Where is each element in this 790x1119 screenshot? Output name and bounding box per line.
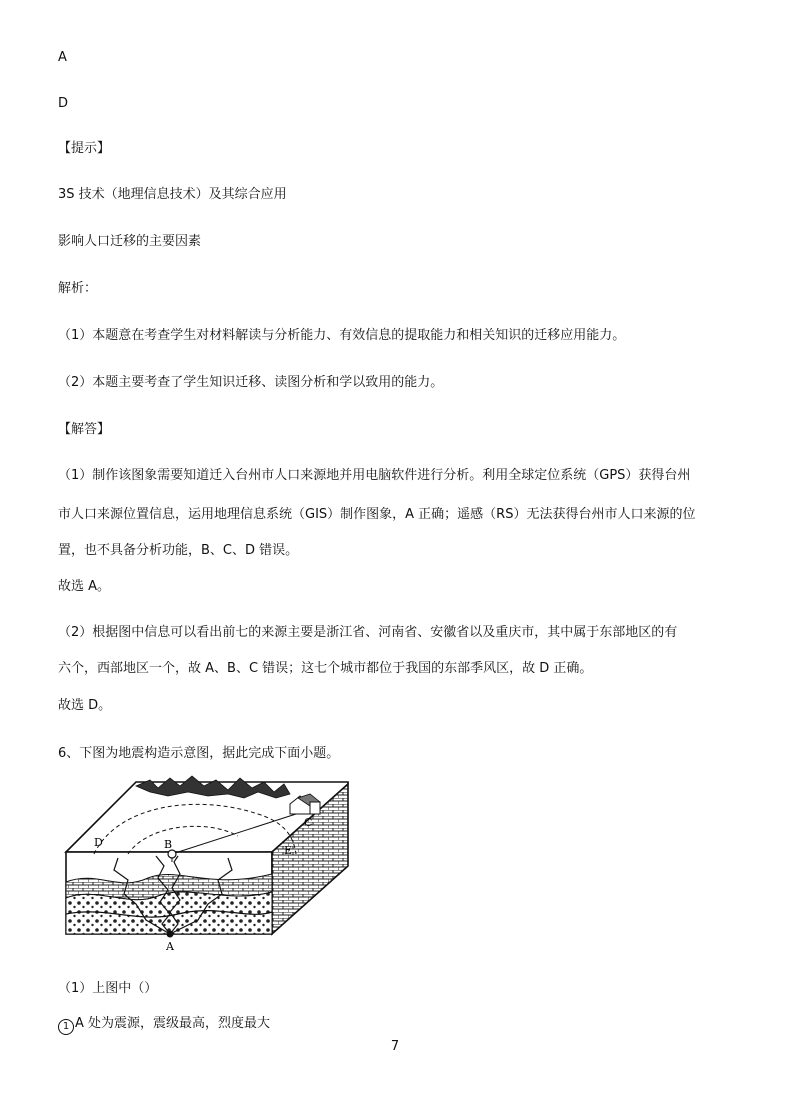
answer-q2: D	[58, 96, 69, 111]
label-b: B	[164, 838, 173, 851]
hint-heading: 【提示】	[58, 141, 111, 156]
label-a: A	[166, 940, 174, 952]
solution-text-line: 市人口来源位置信息，运用地理信息系统（GIS）制作图象，A 正确；遥感（RS）无法获得台州市人口来源的位	[58, 507, 696, 522]
label-d: D	[94, 836, 103, 849]
question-6-stem: 6、下图为地震构造示意图，据此完成下面小题。	[58, 746, 340, 761]
earthquake-structure-diagram	[58, 774, 358, 952]
hint-item: 3S 技术（地理信息技术）及其综合应用	[58, 187, 287, 202]
answer-q1: A	[58, 50, 67, 65]
label-e: E	[284, 844, 293, 857]
analysis-item: （1）本题意在考查学生对材料解读与分析能力、有效信息的提取能力和相关知识的迁移应用能力。	[58, 328, 626, 343]
option-1-text: A 处为震源，震级最高，烈度最大	[75, 1016, 271, 1031]
sub-question-1: （1）上图中（）	[58, 981, 158, 996]
solution-heading: 【解答】	[58, 422, 111, 437]
option-1	[58, 1016, 270, 1035]
solution-text-line: （2）根据图中信息可以看出前七的来源主要是浙江省、河南省、安徽省以及重庆市，其中属于东部地区的有	[58, 625, 678, 640]
epicenter-point	[168, 850, 176, 858]
page-number: 7	[390, 1039, 400, 1054]
solution-choice: 故选 D。	[58, 698, 112, 713]
solution-choice: 故选 A。	[58, 579, 111, 594]
solution-text-line: 置，也不具备分析功能，B、C、D 错误。	[58, 543, 299, 558]
analysis-heading: 解析：	[58, 281, 98, 296]
hint-item: 影响人口迁移的主要因素	[58, 234, 202, 249]
analysis-item: （2）本题主要考查了学生知识迁移、读图分析和学以致用的能力。	[58, 375, 444, 390]
circled-number: 1	[58, 1019, 74, 1035]
focus-point	[167, 931, 174, 938]
solution-text-line: 六个，西部地区一个，故 A、B、C 错误；这七个城市都位于我国的东部季风区，故 D 正确。	[58, 661, 593, 676]
solution-text-line: （1）制作该图象需要知道迁入台州市人口来源地并用电脑软件进行分析。利用全球定位系统（GPS）获得台州	[58, 468, 691, 483]
label-c: C	[304, 816, 313, 829]
